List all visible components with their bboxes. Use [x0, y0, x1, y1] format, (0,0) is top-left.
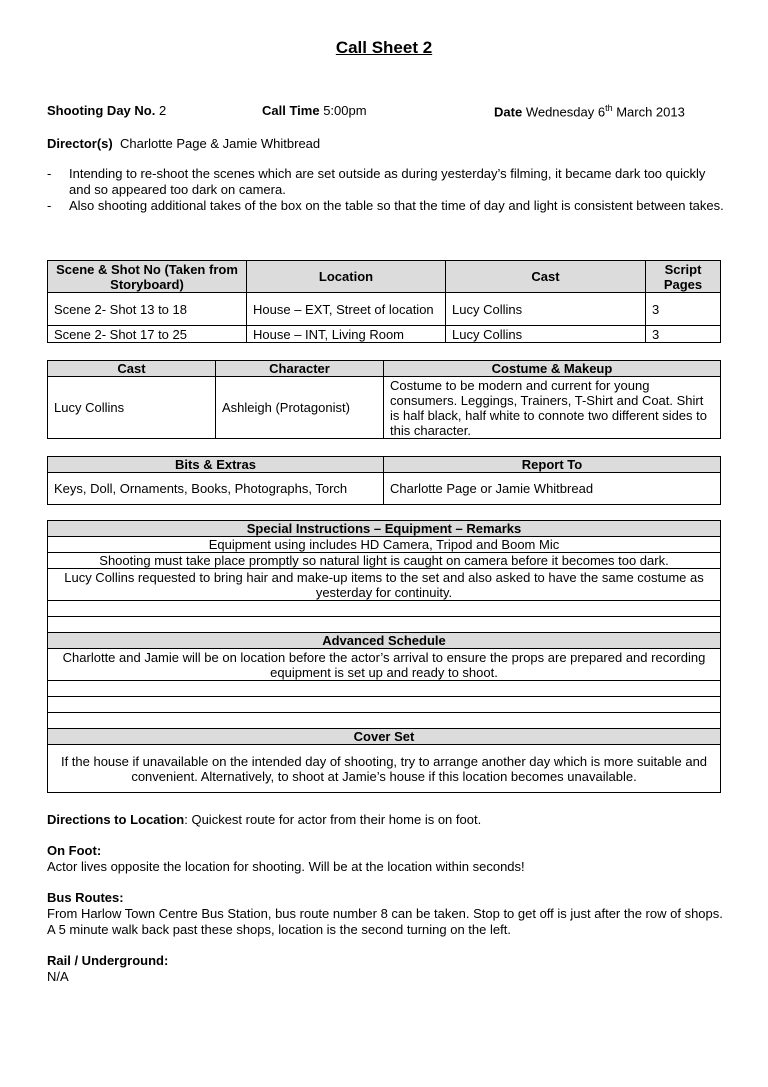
cast-name-cell: Lucy Collins [48, 377, 216, 439]
empty-row [48, 601, 721, 617]
special-row: Lucy Collins requested to bring hair and make-up items to the set and also asked to have the same costume as yesterday for continuity. [48, 569, 721, 601]
director-value: Charlotte Page & Jamie Whitbread [119, 136, 321, 151]
rail-section [47, 953, 727, 985]
table-row [48, 569, 721, 601]
shooting-day-value: 2 [158, 103, 167, 118]
table-row [48, 601, 721, 617]
scenes-header-location: Location [247, 261, 446, 293]
on-foot-text: Actor lives opposite the location for shooting. Will be at the location within seconds! [47, 859, 525, 874]
on-foot-section [47, 843, 727, 875]
table-row [48, 697, 721, 713]
call-time [262, 103, 367, 118]
cast-header-character: Character [216, 361, 384, 377]
table-row [48, 293, 721, 326]
date-label: Date [494, 104, 523, 120]
rail-text: N/A [47, 969, 69, 984]
director-label: Director(s) [47, 136, 113, 151]
cover-text: If the house if unavailable on the intended day of shooting, try to arrange another day which is more suitable and convenient. Alternatively, to shoot at Jamie’s house if this location becomes unavailable. [48, 745, 721, 793]
empty-row [48, 713, 721, 729]
directions-line [47, 812, 727, 828]
date-value-post: March 2013 [612, 104, 685, 120]
on-foot-label: On Foot: [47, 843, 102, 858]
table-row [48, 553, 721, 569]
cast-cell: Lucy Collins [446, 293, 646, 326]
cover-header: Cover Set [48, 729, 721, 745]
empty-row [48, 681, 721, 697]
table-row [48, 377, 721, 439]
table-row [48, 617, 721, 633]
scene-cell: Scene 2- Shot 17 to 25 [48, 326, 247, 343]
notes-list [47, 166, 727, 214]
note-item: - Also shooting additional takes of the box on the table so that the time of day and light is consistent between takes. [47, 198, 724, 213]
report-cell: Charlotte Page or Jamie Whitbread [384, 473, 721, 505]
bus-text: From Harlow Town Centre Bus Station, bus route number 8 can be taken. Stop to get off is just after the row of shops. A 5 minute walk back past these shops, location is the second turning on the left. [47, 906, 723, 937]
bits-header: Bits & Extras [48, 457, 384, 473]
call-time-label: Call Time [262, 103, 320, 118]
cast-header-costume: Costume & Makeup [384, 361, 721, 377]
date [494, 103, 685, 119]
costume-cell: Costume to be modern and current for young consumers. Leggings, Trainers, T-Shirt and Coat. Shirt is half black, half white to connote two different sides to this character. [384, 377, 721, 439]
bus-label: Bus Routes: [47, 890, 124, 905]
bits-cell: Keys, Doll, Ornaments, Books, Photographs, Torch [48, 473, 384, 505]
table-row [48, 473, 721, 505]
directions-value: : Quickest route for actor from their home is on foot. [184, 812, 482, 827]
cast-header-cast: Cast [48, 361, 216, 377]
date-value-pre: Wednesday 6 [525, 104, 606, 120]
table-row [48, 745, 721, 793]
pages-cell: 3 [646, 326, 721, 343]
note-text: Intending to re-shoot the scenes which are set outside as during yesterday’s filming, it became dark too quickly and so appeared too dark on camera. [69, 166, 706, 197]
bus-section [47, 890, 727, 938]
table-row [48, 537, 721, 553]
cast-table [47, 360, 721, 439]
scenes-table [47, 260, 721, 343]
directions-label: Directions to Location [47, 812, 185, 827]
special-row: Equipment using includes HD Camera, Tripod and Boom Mic [48, 537, 721, 553]
advanced-text: Charlotte and Jamie will be on location before the actor’s arrival to ensure the props are prepared and recording equipment is set up and ready to shoot. [48, 649, 721, 681]
shooting-day-label: Shooting Day No. [47, 103, 156, 118]
call-time-value: 5:00pm [323, 103, 367, 118]
location-cell: House – EXT, Street of location [247, 293, 446, 326]
table-row [48, 713, 721, 729]
table-row [48, 649, 721, 681]
location-cell: House – INT, Living Room [247, 326, 446, 343]
note-item: - Intending to re-shoot the scenes which are set outside as during yesterday’s filming, it became dark too quickly and so appeared too dark on camera. [47, 166, 706, 197]
pages-cell: 3 [646, 293, 721, 326]
shooting-day [47, 103, 166, 118]
table-row [48, 681, 721, 697]
note-text: Also shooting additional takes of the box on the table so that the time of day and light is consistent between takes. [69, 198, 724, 213]
special-row: Shooting must take place promptly so natural light is caught on camera before it becomes too dark. [48, 553, 721, 569]
scenes-header-scene: Scene & Shot No (Taken from Storyboard) [48, 261, 247, 293]
empty-row [48, 697, 721, 713]
director-line [47, 136, 320, 151]
instructions-table [47, 520, 721, 793]
rail-label: Rail / Underground: [47, 953, 169, 968]
scenes-header-pages: Script Pages [646, 261, 721, 293]
cast-cell: Lucy Collins [446, 326, 646, 343]
character-cell: Ashleigh (Protagonist) [216, 377, 384, 439]
special-header: Special Instructions – Equipment – Remarks [48, 521, 721, 537]
meta-row [47, 103, 727, 121]
page-title: Call Sheet 2 [335, 38, 433, 57]
report-header: Report To [384, 457, 721, 473]
empty-row [48, 617, 721, 633]
advanced-header: Advanced Schedule [48, 633, 721, 649]
scenes-header-cast: Cast [446, 261, 646, 293]
date-value-sup: th [605, 103, 613, 113]
scene-cell: Scene 2- Shot 13 to 18 [48, 293, 247, 326]
bits-table [47, 456, 721, 505]
table-row [48, 326, 721, 343]
